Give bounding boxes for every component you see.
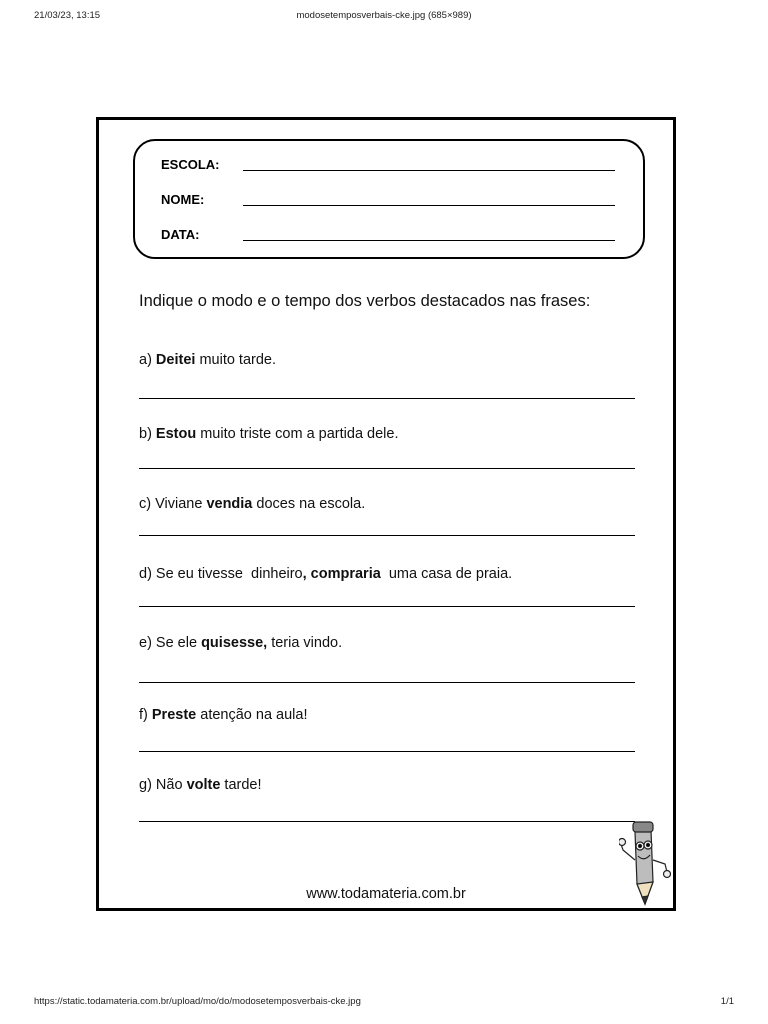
question-a: a) Deitei muito tarde. <box>139 352 277 368</box>
print-url: https://static.todamateria.com.br/upload/mo/do/modosetemposverbais-cke.jpg <box>34 996 361 1007</box>
instruction: Indique o modo e o tempo dos verbos destacados nas frases: <box>139 292 591 310</box>
nome-label: NOME: <box>161 192 205 207</box>
answer-line-f <box>139 751 635 752</box>
site-url: www.todamateria.com.br <box>306 886 466 902</box>
worksheet <box>96 117 676 911</box>
escola-field <box>161 157 621 177</box>
question-e: e) Se ele quisesse, teria vindo. <box>139 635 343 651</box>
escola-label: ESCOLA: <box>161 157 220 172</box>
answer-line-b <box>139 468 635 469</box>
data-field <box>161 227 621 247</box>
answer-line-g <box>139 821 635 822</box>
print-doc-title: modosetemposverbais-cke.jpg (685×989) <box>296 10 472 21</box>
question-g: g) Não volte tarde! <box>139 777 262 793</box>
pencil-mascot-icon <box>619 820 671 908</box>
question-f: f) Preste atenção na aula! <box>139 707 308 723</box>
data-line <box>243 240 615 241</box>
answer-line-e <box>139 682 635 683</box>
answer-line-d <box>139 606 635 607</box>
nome-field <box>161 192 621 212</box>
question-d: d) Se eu tivesse dinheiro, compraria uma casa de praia. <box>139 566 513 582</box>
question-c: c) Viviane vendia doces na escola. <box>139 496 366 512</box>
question-b: b) Estou muito triste com a partida dele. <box>139 426 399 442</box>
nome-line <box>243 205 615 206</box>
escola-line <box>243 170 615 171</box>
print-timestamp: 21/03/23, 13:15 <box>34 10 101 21</box>
identification-box <box>133 139 645 259</box>
answer-line-a <box>139 398 635 399</box>
data-label: DATA: <box>161 227 200 242</box>
answer-line-c <box>139 535 635 536</box>
print-page-count: 1/1 <box>720 996 734 1007</box>
